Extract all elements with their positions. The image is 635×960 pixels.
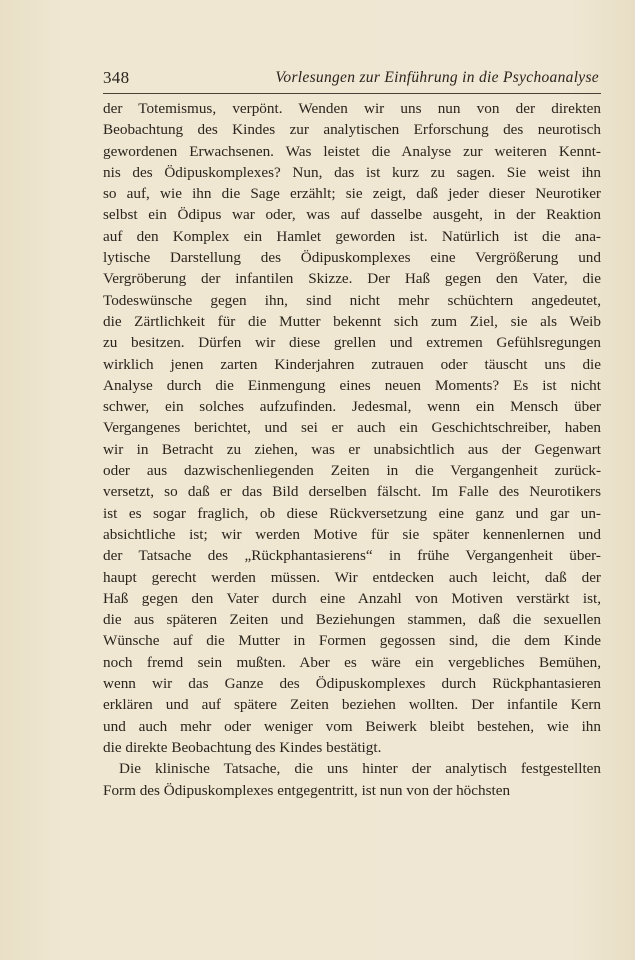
text-line: wenn wir das Ganze des Ödipuskomplexes durch Rückphantasieren <box>103 675 601 693</box>
text-line: selbst ein Ödipus war oder, was auf dasselbe ausgeht, in der Reaktion <box>103 206 601 224</box>
text-line: Vergröberung der infantilen Skizze. Der Haß gegen den Vater, die <box>103 270 601 288</box>
text-line: noch fremd sein mußten. Aber es wäre ein vergebliches Bemühen, <box>103 653 601 671</box>
text-line: ist es sogar fraglich, ob diese Rückversetzung eine ganz und gar un- <box>103 504 601 522</box>
text-line: versetzt, so daß er das Bild derselben fälscht. Im Falle des Neurotikers <box>103 483 601 501</box>
text-line: auf den Komplex ein Hamlet geworden ist. Natürlich ist die ana- <box>103 227 601 245</box>
text-line: die aus späteren Zeiten und Beziehungen stammen, daß die sexuellen <box>103 611 601 629</box>
paragraph <box>103 98 601 758</box>
text-line: Vergangenes berichtet, und sei er auch ein Geschichtschreiber, haben <box>103 419 601 437</box>
text-line: die Zärtlichkeit für die Mutter bekennt sich zum Ziel, sie als Weib <box>103 312 601 330</box>
text-line: wirklich jenen zarten Kinderjahren zutrauen oder täuscht uns die <box>103 355 601 373</box>
text-line: lytische Darstellung des Ödipuskomplexes eine Vergrößerung und <box>103 249 601 267</box>
running-title: Vorlesungen zur Einführung in die Psychoanalyse <box>275 69 599 86</box>
text-line: die direkte Beobachtung des Kindes bestätigt. <box>103 738 382 756</box>
text-line: haupt gerecht werden müssen. Wir entdecken auch leicht, daß der <box>103 568 601 586</box>
running-header <box>103 66 601 90</box>
text-line: Wünsche auf die Mutter in Formen gegossen sind, die dem Kinde <box>103 632 601 650</box>
text-line: zu besitzen. Dürfen wir diese grellen und extremen Gefühlsregungen <box>103 334 601 352</box>
text-line: Die klinische Tatsache, die uns hinter der analytisch festgestellten <box>119 760 601 778</box>
text-line: und auch mehr oder weniger vom Beiwerk bleibt bestehen, wie ihn <box>103 717 601 735</box>
header-rule <box>103 93 601 94</box>
text-line: der Totemismus, verpönt. Wenden wir uns nun von der direkten <box>103 100 601 117</box>
text-line: Analyse durch die Einmengung eines neuen Moments? Es ist nicht <box>103 376 601 394</box>
body-text <box>103 98 601 801</box>
text-line: wir in Betracht zu ziehen, was er unabsichtlich aus der Gegenwart <box>103 440 601 458</box>
text-line: Beobachtung des Kindes zur analytischen Erforschung des neurotisch <box>103 121 601 139</box>
paragraph <box>103 758 601 801</box>
text-line: Form des Ödipuskomplexes entgegentritt, ist nun von der höchsten <box>103 781 511 799</box>
text-line: oder aus dazwischenliegenden Zeiten in die Vergangenheit zurück- <box>103 462 601 480</box>
text-line: absichtliche ist; wir werden Motive für sie später kennenlernen und <box>103 525 601 543</box>
text-line: gewordenen Erwachsenen. Was leistet die Analyse zur weiteren Kennt- <box>103 142 601 160</box>
text-line: schwer, ein solches aufzufinden. Jedesmal, wenn ein Mensch über <box>103 398 601 416</box>
text-line: erklären und auf spätere Zeiten beziehen wollten. Der infantile Kern <box>103 696 601 714</box>
text-line: so auf, wie ihn die Sage erzählt; sie zeigt, daß jeder dieser Neurotiker <box>103 185 601 203</box>
text-line: nis des Ödipuskomplexes? Nun, das ist kurz zu sagen. Sie weist ihn <box>103 163 601 181</box>
text-line: der Tatsache des „Rückphantasierens“ in frühe Vergangenheit über- <box>103 547 601 565</box>
text-line: Todeswünsche gegen ihn, sind nicht mehr schüchtern angedeutet, <box>103 291 601 309</box>
text-line: Haß gegen den Vater durch eine Anzahl von Motiven verstärkt ist, <box>103 589 601 607</box>
page-number: 348 <box>103 68 130 87</box>
